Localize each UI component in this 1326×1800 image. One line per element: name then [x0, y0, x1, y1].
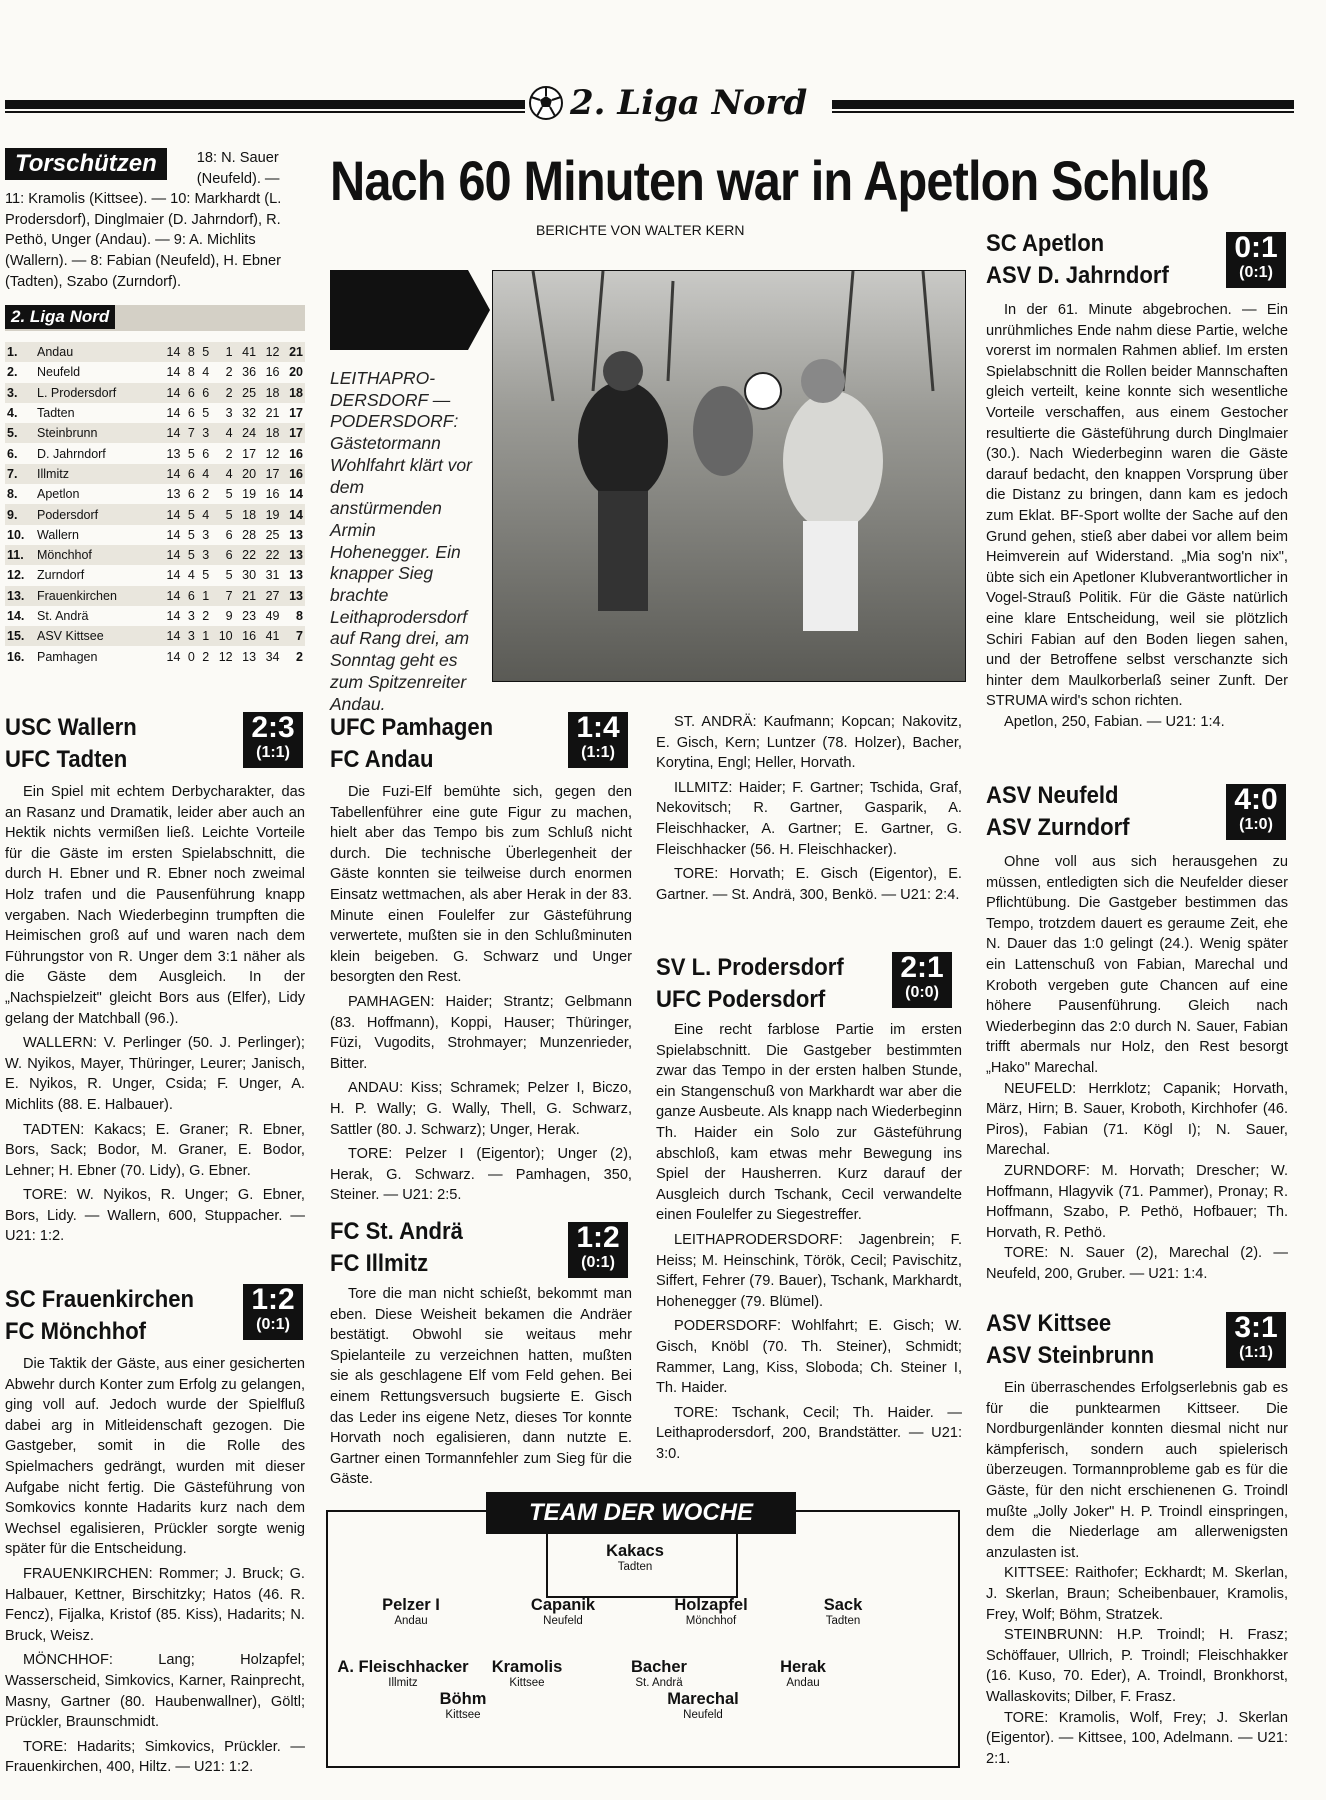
team-name: Steinbrunn — [35, 423, 159, 443]
lineup-away: ILLMITZ: Haider; F. Gartner; Tschida, Graf, Nekovitsch; R. Gartner, Gasparik, A. Fleischhacker, A. Gartner; E. Gartner, G. Fleischhacker (56. H. Fleischhacker). — [656, 779, 962, 858]
score-box-frauenkirchen — [243, 1284, 303, 1340]
match-wallern-body — [5, 782, 305, 1247]
score-box-wallern — [243, 712, 303, 768]
standings-row — [5, 545, 305, 565]
team-home: SV L. Prodersdorf — [656, 954, 844, 981]
player-name: Marechal — [667, 1690, 739, 1708]
player-name: A. Fleischhacker — [337, 1658, 469, 1676]
standings-cell: 28 — [242, 527, 257, 542]
standings-cell: 7 — [182, 423, 196, 443]
standings-cell: 3 — [225, 406, 233, 421]
goals: TORE: Kramolis, Wolf, Frey; J. Skerlan (Eigentor). — Kittsee, 100, Adelmann. — U21: 2:1. — [986, 1709, 1288, 1767]
standings-cell: 13. — [5, 586, 35, 606]
player-club: Neufeld — [543, 1615, 583, 1627]
player-name: Pelzer I — [382, 1596, 440, 1614]
standings-cell: 8 — [182, 342, 196, 362]
goals: TORE: Tschank, Cecil; Th. Haider. — Leithaprodersdorf, 200, Brandstätter. — U21: 3:0. — [656, 1404, 962, 1462]
score-box-kittsee — [1226, 1312, 1286, 1368]
standings-cell: 5 — [187, 446, 195, 461]
league-header — [528, 82, 807, 124]
standings-cell: 4 — [197, 504, 211, 524]
standings-cell: 19 — [242, 487, 257, 502]
lineup-away: PODERSDORF: Wohlfahrt; E. Gisch; W. Gisch, Knöbl (70. Th. Steiner), Schmidt; Rammer, Lang, Kiss, Sloboda; Ch. Steiner I, Th. Haider. — [656, 1318, 962, 1397]
player-club: Tadten — [617, 1561, 653, 1573]
goals: TORE: N. Sauer (2), Marechal (2). — Neufeld, 200, Gruber. — U21: 1:4. — [986, 1245, 1288, 1282]
standings-cell: 7 — [282, 626, 306, 646]
player-club: Tadten — [825, 1615, 861, 1627]
standings-row — [5, 423, 305, 443]
standings-cell: 2 — [202, 487, 210, 502]
score-half: (1:1) — [581, 744, 615, 761]
match-pamhagen-body — [330, 782, 632, 1206]
standings-label-bar — [5, 305, 305, 331]
team-home: USC Wallern — [5, 714, 137, 741]
standings-cell: 12. — [7, 568, 25, 583]
player-club: Illmitz — [388, 1677, 418, 1689]
standings-cell: 4 — [211, 464, 234, 484]
team-home: FC St. Andrä — [330, 1218, 463, 1245]
standings-cell: 11. — [5, 545, 35, 565]
standings-cell: 5 — [211, 504, 234, 524]
player-club: St. Andrä — [635, 1677, 683, 1689]
standings-cell: 7. — [5, 464, 35, 484]
standings-cell: 3. — [5, 383, 35, 403]
standings-cell: 18 — [258, 383, 281, 403]
score-half: (0:1) — [256, 1316, 290, 1333]
standings-cell: 10 — [211, 626, 234, 646]
team-name: Illmitz — [35, 464, 159, 484]
standings-cell: 8 — [187, 365, 195, 380]
score-half: (1:0) — [1239, 816, 1273, 833]
standings-cell: 13 — [282, 586, 306, 606]
standings-cell: 9. — [5, 504, 35, 524]
standings-row — [5, 484, 305, 504]
standings-cell: 14 — [282, 504, 306, 524]
player-name: Kakacs — [606, 1542, 664, 1560]
player-club: Kittsee — [445, 1709, 481, 1721]
standings-cell: 14 — [159, 626, 182, 646]
standings-cell: 7 — [211, 586, 234, 606]
masthead-rule-right — [832, 100, 1294, 109]
standings-label: 2. Liga Nord — [5, 305, 115, 329]
standings-row — [5, 646, 305, 666]
team-name: Neufeld — [37, 365, 81, 380]
player-card — [488, 1596, 638, 1627]
scorers-box — [5, 148, 305, 292]
team-away: UFC Podersdorf — [656, 986, 826, 1013]
standings-cell: 18 — [282, 383, 306, 403]
score-half: (0:0) — [905, 984, 939, 1001]
standings-cell: 13 — [242, 649, 257, 664]
match-report: Eine recht farblose Partie im ersten Spielabschnitt. Die Gastgeber bestimmten zwar das Tempo in der ersten halben Stunde, ein Stangenschuß von Markhardt war aber die ganze Ausbeute. Als knapp nach Wiederbeginn Th. Haider ein Solo zur Gästeführung abschloß, kam etwas mehr Bewegung ins Spiel der Hausherren. Kurz darauf der Ausgleich durch Tschank, Cecil verwandelte einen Foulelfer zu Siegestreffer. — [656, 1022, 962, 1224]
standings-cell: 14 — [159, 504, 182, 524]
score-full: 1:2 — [576, 1221, 620, 1254]
standings-cell: 17 — [242, 446, 257, 461]
player-card — [584, 1658, 734, 1689]
standings-cell: 22 — [258, 545, 281, 565]
score-half: (0:1) — [1239, 264, 1273, 281]
team-name: Pamhagen — [37, 649, 98, 664]
team-away: ASV D. Jahrndorf — [986, 262, 1169, 289]
team-name: L. Prodersdorf — [35, 383, 159, 403]
team-name: Wallern — [37, 527, 79, 542]
standings-cell: 16 — [265, 487, 280, 502]
match-report: Die Fuzi-Elf bemühte sich, gegen den Tabellenführer eine gute Figur zu machen, hielt aber das Tempo bis zum Schluß nicht durch. Die technische Überlegenheit der Gäste konnten sie teilweise durch enormen Einsatz wettmachen, als aber Herak in der 83. Minute einen Foulelfer zur Gästeführung verwertete, mußten sie in den Schlußminuten klein beigeben. G. Schwarz und Unger besorgten den Rest. — [330, 784, 632, 986]
standings-cell: 5 — [182, 504, 196, 524]
score-box-apetlon — [1226, 232, 1286, 288]
standings-cell: 6 — [187, 406, 195, 421]
standings-cell: 19 — [258, 504, 281, 524]
standings-row — [5, 626, 305, 646]
photo-caption: LEITHAPRO-DERSDORF — PODERSDORF: Gästetormann Wohlfahrt klärt vor dem anstürmenden Armin Hohenegger. Ein knapper Sieg brachte Leithaprodersdorf auf Rang drei, am Sonntag geht es zum Spitzenreiter Andau. — [330, 368, 472, 714]
standings-cell: 12 — [265, 446, 280, 461]
team-away: FC Illmitz — [330, 1250, 429, 1277]
player-name: Bacher — [631, 1658, 687, 1676]
match-photo — [492, 270, 966, 682]
standings-cell: 13 — [166, 487, 181, 502]
standings-cell: 6 — [197, 383, 211, 403]
team-away: UFC Tadten — [5, 746, 128, 773]
team-away: ASV Zurndorf — [986, 814, 1130, 841]
goals: TORE: Pelzer I (Eigentor); Unger (2), Herak, G. Schwarz. — Pamhagen, 350, Steiner. — U21: 2:5. — [330, 1146, 632, 1204]
standings-row — [5, 586, 305, 606]
player-name: Holzapfel — [674, 1596, 748, 1614]
player-name: Sack — [823, 1596, 863, 1614]
masthead-rule-left — [5, 100, 525, 109]
team-away: ASV Steinbrunn — [986, 1342, 1155, 1369]
team-name: Podersdorf — [35, 504, 159, 524]
standings-cell: 14 — [166, 568, 181, 583]
team-name: St. Andrä — [37, 609, 89, 623]
score-full: 2:3 — [251, 711, 295, 744]
lineup-home: WALLERN: V. Perlinger (50. J. Perlinger); W. Nyikos, Mayer, Thüringer, Leurer; Janisch, E. Nyikos, R. Unger, Csida; F. Unger, A. Michlits (88. E. Halbauer). — [5, 1035, 305, 1113]
standings-cell: 2. — [7, 365, 18, 380]
team-name: Zurndorf — [37, 568, 85, 583]
standings-cell: 49 — [265, 609, 280, 623]
goals: TORE: Hadarits; Simkovics, Prückler. — Frauenkirchen, 400, Hiltz. — U21: 1:2. — [5, 1738, 305, 1776]
match-report: Tore die man nicht schießt, bekommt man eben. Diese Weisheit bekamen die Andräer bestätigt. Obwohl sie weitaus mehr Spielanteile zu verzeichnen hatten, mußten sie als geschlagene Elf vom Feld gehen. Bei einem Rettungsversuch bugsierte E. Gisch das Leder ins eigene Netz, dieses Tor konnte Horvath noch egalisieren, dann nutzte E. Gartner einen Tormannfehler zum Sieg für die Gäste. — [330, 1286, 632, 1488]
standings-cell: 27 — [258, 586, 281, 606]
match-prodersdorf-body — [656, 1020, 962, 1464]
standings-cell: 5. — [5, 423, 35, 443]
player-card — [728, 1658, 878, 1689]
player-card — [336, 1596, 486, 1627]
photo-arrow — [330, 270, 468, 350]
byline: BERICHTE VON WALTER KERN — [536, 222, 745, 238]
match-report: In der 61. Minute abgebrochen. — Ein unrühmliches Ende nahm diese Partie, welche vorerst im normalen Rahmen ablief. Im ersten Spielabschnitt die Rollen beider Mannschaften gleich verteilt, keine konnte sich wesentliche Vorteile verschaffen, aus einem Gestocher resultierte die Gästeführung durch Dinglmaier (30.). Nach Wiederbeginn waren die Gäste darauf bedacht, den knappen Vorsprung über die Distanz zu bringen, dann kam es jedoch zum Eklat. BF-Sport wollte der Sache auf den Grund gehen, stieß aber dabei vor allem beim Heimverein auf Widerstand. „Mia sog'n nix", übte sich ein Apetloner Klubverantwortlicher in Vogel-Strauß Politik. Für die Gäste natürlich eine klare Entscheidung, weil sie plötzlich Schiri Fabian auf den Boden liegen sahen, und der Betroffene selbst verschanzte sich hinter dem Maulkorberlaß seiner Zunft. Der STRUMA wird's schon richten. — [986, 302, 1288, 710]
player-name: Kramolis — [491, 1658, 563, 1676]
match-report: Die Taktik der Gäste, aus einer gesicherten Abwehr durch Konter zum Erfolg zu gelangen, ging voll auf. Jedoch wurde der Spielfluß dabei arg in Mitleidenschaft gezogen. Die Gastgeber, somit in die Rolle des Spielmachers gedrängt, wurden mit dieser Aufgabe nicht fertig. Die Gästeführung von Somkovics konnte Hadarits kurz nach dem Wechsel egalisieren, Prückler sorgte wenig später für die Entscheidung. — [5, 1356, 305, 1558]
score-full: 1:2 — [251, 1283, 295, 1316]
score-half: (0:1) — [581, 1254, 615, 1271]
player-card — [768, 1596, 918, 1627]
standings-cell: 14 — [159, 464, 182, 484]
standings-cell: 16 — [265, 365, 280, 380]
player-club: Neufeld — [683, 1709, 723, 1721]
standings-cell: 30 — [242, 568, 257, 583]
standings-row — [5, 383, 305, 403]
team-of-week-label: TEAM DER WOCHE — [486, 1492, 796, 1534]
standings-cell: 14 — [159, 423, 182, 443]
standings-cell: 5 — [182, 545, 196, 565]
player-club: Kittsee — [509, 1677, 545, 1689]
team-home: SC Frauenkirchen — [5, 1286, 194, 1313]
standings-table — [5, 342, 305, 667]
player-club: Andau — [786, 1677, 820, 1689]
match-footer: Apetlon, 250, Fabian. — U21: 1:4. — [1004, 713, 1225, 730]
match-standra-body — [330, 1284, 632, 1488]
standings-cell: 1. — [5, 342, 35, 362]
score-box-standra — [568, 1222, 628, 1278]
score-half: (1:1) — [1239, 1344, 1273, 1361]
standings-cell: 18 — [235, 504, 258, 524]
scorers-list: 11: Kramolis (Kittsee). — 10: Markhardt (L. Prodersdorf), Dinglmaier (D. Jahrndorf), R. Pethö, Unger (Andau). — 9: A. Michlits (Wallern). — 8: Fabian (Neufeld), H. Ebner (Tadten), Szabo (Zurndorf). — [5, 191, 282, 290]
team-name: Tadten — [37, 406, 75, 421]
lineup-home: NEUFELD: Herrklotz; Capanik; Horvath, März, Hirn; B. Sauer, Kroboth, Kirchhofer (46. Piros), Fabian (71. Kögl I); N. Sauer, Marechal. — [986, 1080, 1288, 1159]
main-headline: Nach 60 Minuten war in Apetlon Schluß — [330, 149, 1209, 212]
standings-cell: 3 — [197, 423, 211, 443]
team-home: ASV Kittsee — [986, 1310, 1112, 1337]
player-name: Böhm — [439, 1690, 487, 1708]
match-frauenkirchen-body — [5, 1354, 305, 1778]
standings-cell: 4 — [211, 423, 234, 443]
league-title: 2. Liga Nord — [570, 83, 808, 123]
match-report: Ein Spiel mit echtem Derbycharakter, das an Rasanz und Dramatik, leider aber auch an Hektik nichts vermißen ließ. Leichte Vorteile für die Gäste im ersten Spielabschnitt, die durch H. Ebner und R. Ebner noch zweimal Holz trafen und die Pausenführung knapp vergaben. Nach Wiederbeginn trumpften die Heimischen groß auf und waren nach dem Führungstor von R. Unger dem 3:1 näher als die Gäste dem Ausgleich. In der „Nachspielzeit" gleicht Bors aus (Elfer), Lidy gelang der Matchball (96.). — [5, 784, 305, 1027]
standings-cell: 25 — [235, 383, 258, 403]
lineup-home: LEITHAPRODERSDORF: Jagenbrein; F. Heiss; M. Heinschink, Török, Cecil; Pavischitz, Siffert, Fehrer (79. Bauer), Tschank, Markhardt, Hohenegger (79. Blümel). — [656, 1231, 962, 1310]
lineup-home: KITTSEE: Raithofer; Eckhardt; M. Skerlan, J. Skerlan, Braun; Scheibenbauer, Kramolis, Frey, Wolf; Böhm, Stratzek. — [986, 1565, 1288, 1623]
standings-cell: 6 — [182, 383, 196, 403]
standings-cell: 13 — [289, 527, 303, 542]
score-box-pamhagen — [568, 712, 628, 768]
standings-cell: 2 — [225, 446, 233, 461]
standings-cell: 1 — [197, 586, 211, 606]
standings-cell: 14 — [159, 586, 182, 606]
standings-cell: 5 — [202, 568, 210, 583]
standings-cell: 17 — [282, 423, 306, 443]
team-of-week-box — [326, 1499, 960, 1768]
standings-cell: 4 — [202, 365, 210, 380]
standings-cell: 10. — [7, 527, 25, 542]
match-standra-lineups — [656, 712, 962, 905]
standings-cell: 8. — [7, 487, 18, 502]
standings-cell: 23 — [242, 609, 257, 623]
standings-cell: 5 — [187, 527, 195, 542]
standings-cell: 14 — [166, 365, 181, 380]
score-full: 3:1 — [1234, 1311, 1278, 1344]
match-neufeld-body — [986, 852, 1288, 1284]
standings-cell: 21 — [265, 406, 280, 421]
standings-row — [5, 342, 305, 362]
standings-cell: 36 — [242, 365, 257, 380]
standings-cell: 16 — [289, 446, 303, 461]
standings-cell: 14 — [159, 342, 182, 362]
team-home: UFC Pamhagen — [330, 714, 494, 741]
standings-cell: 1 — [211, 342, 234, 362]
standings-cell: 6 — [182, 464, 196, 484]
standings-cell: 41 — [235, 342, 258, 362]
lineup-away: ANDAU: Kiss; Schramek; Pelzer I, Biczo, H. P. Wally; G. Wally, Thell, G. Schwarz, Sattler (80. J. Schwarz); Unger, Herak. — [330, 1080, 632, 1138]
standings-cell: 4. — [7, 406, 18, 421]
match-report: Ohne voll aus sich herausgehen zu müssen, entledigten sich die Neufelder dieser Pflichtübung. Die Gastgeber bestimmen das Tempo, trotzdem dauert es geraume Zeit, ehe N. Dauer das 1:0 gelingt (24.). Wenig später ein Lattenschuß von Fabian, Marechal und Kroboth vergeben gute Chancen auf eine höhere Pausenführung. Gleich nach Wiederbeginn das 2:0 durch N. Sauer, Fabian trifft abermals nur Holz, den Rest besorgt „Hako" Marechal. — [986, 854, 1288, 1076]
goals: TORE: Horvath; E. Gisch (Eigentor), E. Gartner. — St. Andrä, 300, Benkö. — U21: 2:4. — [656, 866, 962, 903]
standings-cell: 6 — [211, 545, 234, 565]
score-full: 2:1 — [900, 951, 944, 984]
standings-cell: 6 — [202, 446, 210, 461]
score-full: 4:0 — [1234, 783, 1278, 816]
standings-cell: 0 — [187, 649, 195, 664]
standings-cell: 14 — [166, 527, 181, 542]
scorers-top: 18: N. Sauer (Neufeld). — — [196, 150, 280, 187]
standings-cell: 34 — [265, 649, 280, 664]
standings-cell: 2 — [202, 609, 210, 623]
standings-cell: 2 — [202, 649, 210, 664]
score-box-neufeld — [1226, 784, 1286, 840]
lineup-home: FRAUENKIRCHEN: Rommer; J. Bruck; G. Halbauer, Kettner, Birschitzky; Hatos (46. R. Fencz), Fijalka, Kristof (85. Kiss), Hadarits; N. Bruck, Weisz. — [5, 1565, 305, 1644]
player-card — [628, 1690, 778, 1721]
scorers-label: Torschützen — [5, 148, 167, 180]
score-half: (1:1) — [256, 744, 290, 761]
standings-cell: 14 — [166, 406, 181, 421]
standings-cell: 25 — [265, 527, 280, 542]
score-box-prodersdorf — [892, 952, 952, 1008]
match-apetlon-body — [986, 300, 1288, 732]
standings-cell: 18 — [258, 423, 281, 443]
standings-cell: 12 — [258, 342, 281, 362]
football-icon — [528, 85, 564, 121]
standings-cell: 17 — [289, 406, 303, 421]
standings-cell: 6 — [182, 586, 196, 606]
standings-cell: 22 — [235, 545, 258, 565]
standings-cell: 13 — [289, 568, 303, 583]
lineup-home: ST. ANDRÄ: Kaufmann; Kopcan; Nakovitz, E. Gisch, Kern; Luntzer (78. Holzer), Bacher, Korytina, Engl; Heller, Horvath. — [656, 714, 962, 772]
standings-row — [5, 525, 305, 545]
team-home: SC Apetlon — [986, 230, 1105, 257]
standings-cell: 21 — [282, 342, 306, 362]
standings-row — [5, 606, 305, 626]
standings-cell: 16. — [7, 649, 25, 664]
standings-cell: 14 — [166, 649, 181, 664]
standings-cell: 3 — [182, 626, 196, 646]
standings-cell: 2 — [296, 649, 303, 664]
team-name: Apetlon — [37, 487, 80, 502]
standings-cell: 13 — [282, 545, 306, 565]
team-name: Frauenkirchen — [35, 586, 159, 606]
standings-cell: 32 — [242, 406, 257, 421]
standings-row — [5, 403, 305, 423]
team-name: D. Jahrndorf — [37, 446, 106, 461]
player-club: Andau — [394, 1615, 428, 1627]
goals: TORE: W. Nyikos, R. Unger; G. Ebner, Bors, Lidy. — Wallern, 600, Stuppacher. — U21: 1:2. — [5, 1187, 305, 1245]
player-club: Mönchhof — [685, 1615, 737, 1627]
score-full: 0:1 — [1234, 231, 1278, 264]
standings-row — [5, 443, 305, 463]
lineup-away: STEINBRUNN: H.P. Troindl; H. Frasz; Schöffauer, Ullrich, P. Troindl; Fleischhakker (16. Kuso, 70. Eder), A. Troindl, Bronkhorst, Wallaskovits; Dilber, F. Frasz. — [986, 1627, 1288, 1705]
standings-cell: 3 — [197, 545, 211, 565]
standings-cell: 14 — [159, 545, 182, 565]
team-away: FC Andau — [330, 746, 434, 773]
standings-cell: 14 — [289, 487, 303, 502]
standings-cell: 2 — [225, 365, 233, 380]
standings-cell: 41 — [258, 626, 281, 646]
standings-cell: 3 — [187, 609, 195, 623]
team-name: Mönchhof — [35, 545, 159, 565]
standings-cell: 24 — [235, 423, 258, 443]
lineup-away: TADTEN: Kakacs; E. Graner; R. Ebner, Bors, Sack; Bodor, M. Graner, E. Bodor, Lehner; H. Ebner (70. Lidy), G. Ebner. — [5, 1121, 305, 1179]
standings-cell: 14 — [159, 383, 182, 403]
match-kittsee-body — [986, 1378, 1288, 1769]
player-card — [560, 1542, 710, 1573]
standings-row — [5, 565, 305, 585]
standings-cell: 5 — [202, 406, 210, 421]
standings-row — [5, 464, 305, 484]
team-home: ASV Neufeld — [986, 782, 1119, 809]
standings-cell: 16 — [282, 464, 306, 484]
standings-cell: 17 — [258, 464, 281, 484]
standings-cell: 9 — [225, 609, 233, 623]
standings-cell: 14 — [166, 609, 181, 623]
player-name: Herak — [780, 1658, 826, 1676]
player-card — [452, 1658, 602, 1689]
player-card — [388, 1690, 538, 1721]
standings-cell: 20 — [235, 464, 258, 484]
standings-cell: 14. — [7, 609, 25, 623]
lineup-away: ZURNDORF: M. Horvath; Drescher; W. Hoffmann, Hlagyvik (71. Pammer), Pronay; R. Hoffmann, Szabo, P. Pethö, Hofbauer; Th. Horvath, R. Pethö. — [986, 1162, 1288, 1241]
standings-cell: 1 — [197, 626, 211, 646]
standings-cell: 8 — [296, 609, 303, 623]
standings-cell: 6 — [187, 487, 195, 502]
team-name: ASV Kittsee — [35, 626, 159, 646]
standings-row — [5, 504, 305, 524]
standings-cell: 31 — [265, 568, 280, 583]
team-name: Andau — [35, 342, 159, 362]
standings-cell: 5 — [225, 568, 233, 583]
standings-cell: 6. — [7, 446, 18, 461]
team-away: FC Mönchhof — [5, 1318, 147, 1345]
standings-cell: 6 — [225, 527, 233, 542]
standings-cell: 2 — [211, 383, 234, 403]
standings-table-wrap — [5, 342, 305, 667]
player-card — [636, 1596, 786, 1627]
standings-cell: 20 — [289, 365, 303, 380]
standings-cell: 4 — [197, 464, 211, 484]
lineup-away: MÖNCHHOF: Lang; Holzapfel; Wasserscheid, Simkovics, Karner, Rainprecht, Masny, Gartner (80. Haubenwallner), Göltl; Prückler, Braunschmidt. — [5, 1652, 305, 1731]
standings-cell: 16 — [235, 626, 258, 646]
standings-cell: 12 — [218, 649, 233, 664]
standings-cell: 5 — [197, 342, 211, 362]
standings-cell: 21 — [235, 586, 258, 606]
standings-cell: 5 — [225, 487, 233, 502]
standings-cell: 4 — [187, 568, 195, 583]
standings-row — [5, 362, 305, 382]
standings-cell: 15. — [5, 626, 35, 646]
standings-cell: 3 — [202, 527, 210, 542]
match-report: Ein überraschendes Erfolgserlebnis gab es für die punktearmen Kittseer. Die Nordburgenländer konnten diesmal nicht nur kämpferisch, sondern auch spielerisch überzeugen. Tormannprobleme gab es für die Gäste, für den nicht erschienenen G. Troindl mußte „Jolly Joker" H. P. Troindl einspringen, dem die Niederlage am allerwenigsten anzulasten ist. — [986, 1380, 1288, 1561]
standings-cell: 13 — [166, 446, 181, 461]
player-name: Capanik — [530, 1596, 596, 1614]
score-full: 1:4 — [576, 711, 620, 744]
lineup-home: PAMHAGEN: Haider; Strantz; Gelbmann (83. Hoffmann), Koppi, Hauser; Thüringer, Füzi, Vugodits, Strohmayer; Munzenrieder, Bitter. — [330, 993, 632, 1072]
